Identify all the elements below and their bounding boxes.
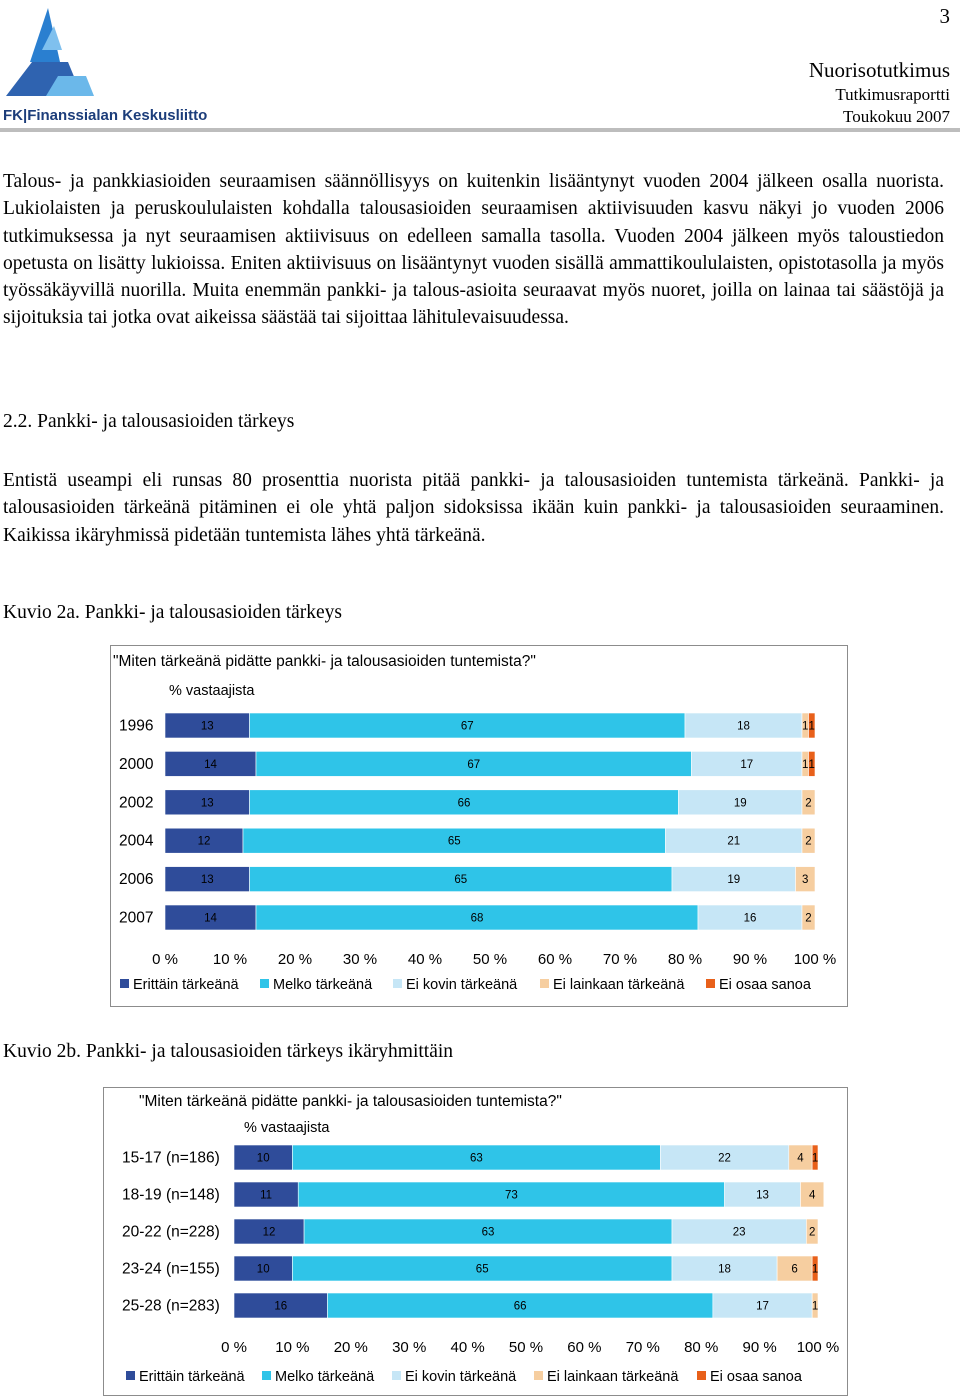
data-label: 66 <box>457 797 471 810</box>
data-label: 66 <box>513 1300 527 1313</box>
data-label: 65 <box>447 835 461 848</box>
data-label: 1 <box>808 720 815 733</box>
legend-swatch <box>126 1371 135 1380</box>
x-tick-label: 90 % <box>742 1339 777 1356</box>
header-rule <box>0 128 960 132</box>
data-label: 1 <box>802 758 809 771</box>
x-tick-label: 70 % <box>602 951 638 968</box>
category-label: 2006 <box>119 871 154 889</box>
data-label: 13 <box>200 797 214 810</box>
data-label: 4 <box>797 1152 804 1165</box>
data-label: 63 <box>481 1226 495 1239</box>
x-tick-label: 40 % <box>450 1339 485 1356</box>
paragraph-tarkeys: Entistä useampi eli runsas 80 prosenttia nuorista pitää pankki- ja talousasioiden tuntemista tärkeänä. Pankki- ja talousasioiden tärkeänä pitäminen ei ole yhtä paljon sidoksissa ikään kuin pankki- ja talousasioiden seuraaminen. Kaikissa ikäryhmissä pidetään tuntemista lähes yhtä tärkeänä. <box>3 470 944 546</box>
data-label: 1 <box>808 758 815 771</box>
data-label: 23 <box>732 1226 746 1239</box>
x-tick-label: 70 % <box>625 1339 660 1356</box>
legend-label: Ei kovin tärkeänä <box>406 977 518 993</box>
data-label: 65 <box>454 874 468 887</box>
data-label: 1 <box>811 1263 819 1276</box>
legend-swatch <box>392 1371 401 1380</box>
data-label: 13 <box>200 720 214 733</box>
data-label: 13 <box>756 1189 769 1202</box>
data-label: 67 <box>467 758 481 771</box>
category-label: 2004 <box>119 832 154 850</box>
x-tick-label: 10 % <box>275 1339 310 1356</box>
data-label: 4 <box>808 1189 816 1202</box>
x-tick-label: 50 % <box>472 951 508 968</box>
data-label: 2 <box>805 797 812 810</box>
legend-swatch <box>260 979 269 988</box>
report-type: Tutkimusraportti <box>835 85 950 104</box>
legend-label: Erittäin tärkeänä <box>139 1369 245 1385</box>
chart1-title: "Miten tärkeänä pidätte pankki- ja talousasioiden tuntemista?" <box>113 653 536 670</box>
x-tick-label: 0 % <box>221 1339 247 1356</box>
legend-label: Ei lainkaan tärkeänä <box>547 1369 679 1385</box>
legend-swatch <box>697 1371 706 1380</box>
data-label: 14 <box>204 912 217 925</box>
report-title: Nuorisotutkimus <box>808 58 950 82</box>
x-tick-label: 100 % <box>793 951 837 968</box>
x-tick-label: 80 % <box>684 1339 719 1356</box>
data-label: 17 <box>740 758 754 771</box>
x-tick-label: 60 % <box>537 951 573 968</box>
legend-swatch <box>540 979 549 988</box>
data-label: 1 <box>811 1152 819 1165</box>
x-tick-label: 20 % <box>333 1339 368 1356</box>
category-label: 20-22 (n=228) <box>122 1223 220 1241</box>
data-label: 13 <box>200 874 214 887</box>
data-label: 10 <box>256 1263 270 1276</box>
data-label: 68 <box>470 912 484 925</box>
category-label: 2007 <box>119 909 154 927</box>
data-label: 18 <box>737 720 750 733</box>
data-label: 2 <box>805 912 812 925</box>
chart-tarkeys-vuosittain <box>110 645 848 1007</box>
data-label: 12 <box>262 1226 276 1239</box>
data-label: 22 <box>718 1152 731 1165</box>
data-label: 63 <box>469 1152 483 1165</box>
page-number: 3 <box>939 4 950 28</box>
chart-tarkeys-ikaryhmittain <box>103 1087 848 1396</box>
section-heading: 2.2. Pankki- ja talousasioiden tärkeys <box>3 411 295 432</box>
legend-swatch <box>120 979 129 988</box>
data-label: 16 <box>743 912 757 925</box>
data-label: 73 <box>505 1189 518 1202</box>
svg-text:FK|Finanssialan Keskusliitto: FK|Finanssialan Keskusliitto <box>3 107 208 124</box>
category-label: 1996 <box>119 717 154 735</box>
legend-swatch <box>393 979 402 988</box>
legend-label: Ei osaa sanoa <box>719 977 811 993</box>
legend-label: Melko tärkeänä <box>273 977 373 993</box>
category-label: 2000 <box>119 755 154 773</box>
x-tick-label: 30 % <box>392 1339 427 1356</box>
data-label: 19 <box>727 874 741 887</box>
data-label: 2 <box>805 835 812 848</box>
category-label: 15-17 (n=186) <box>122 1149 220 1167</box>
data-label: 16 <box>274 1300 288 1313</box>
x-tick-label: 80 % <box>667 951 703 968</box>
chart2-subtitle: % vastaajista <box>244 1120 330 1136</box>
data-label: 2 <box>808 1226 816 1239</box>
data-label: 6 <box>791 1263 798 1276</box>
data-label: 1 <box>811 1300 819 1313</box>
data-label: 19 <box>733 797 747 810</box>
report-date: Toukokuu 2007 <box>843 107 950 126</box>
data-label: 3 <box>802 874 809 887</box>
x-tick-label: 50 % <box>508 1339 544 1356</box>
legend-label: Erittäin tärkeänä <box>133 977 239 993</box>
paragraph-seuraaminen: Talous- ja pankkiasioiden seuraamisen säännöllisyys on kuitenkin lisääntynyt vuoden 2004 jälkeen osalla nuorista. Lukiolaisten ja peruskoululaisten kohdalla talousasioiden seuraamisen aktiivisuuden kasvu näkyi jo vuoden 2006 tutkimuksessa ja nyt seuraamisen aktiivisuus on edelleen samalla tasolla. Vuoden 2004 jälkeen myös taloustiedon opetusta on lisätty lukioissa. Eniten aktiivisuus on lisääntynyt vuoden sisällä ammattikoululaisten, opistotasolla ja myös työssäkäyvillä nuorilla. Muita enemmän pankki- ja talous-asioita seuraavat myös nuoret, joilla on lainaa tai säästöjä ja sijoituksia tai jotka ovat aikeissa säästää tai sijoittaa lähitulevaisuudessa. <box>3 171 944 329</box>
data-label: 10 <box>256 1152 270 1165</box>
x-tick-label: 60 % <box>567 1339 602 1356</box>
data-label: 65 <box>475 1263 489 1276</box>
data-label: 67 <box>460 720 474 733</box>
chart2-title: "Miten tärkeänä pidätte pankki- ja talousasioiden tuntemista?" <box>139 1093 562 1110</box>
data-label: 18 <box>718 1263 731 1276</box>
x-tick-label: 40 % <box>407 951 443 968</box>
fk-logo <box>2 4 208 124</box>
data-label: 21 <box>727 835 741 848</box>
data-label: 11 <box>260 1189 273 1202</box>
category-label: 18-19 (n=148) <box>122 1186 220 1204</box>
x-tick-label: 90 % <box>732 951 768 968</box>
category-label: 25-28 (n=283) <box>122 1297 220 1315</box>
legend-label: Ei osaa sanoa <box>710 1369 802 1385</box>
figure-2b-caption: Kuvio 2b. Pankki- ja talousasioiden tärkeys ikäryhmittäin <box>3 1041 454 1062</box>
x-tick-label: 10 % <box>212 951 248 968</box>
figure-2a-caption: Kuvio 2a. Pankki- ja talousasioiden tärkeys <box>3 602 343 623</box>
data-label: 14 <box>204 758 217 771</box>
data-label: 1 <box>802 720 809 733</box>
x-tick-label: 20 % <box>277 951 313 968</box>
legend-label: Ei lainkaan tärkeänä <box>553 977 685 993</box>
x-tick-label: 0 % <box>152 951 178 968</box>
x-tick-label: 100 % <box>796 1339 840 1356</box>
legend-swatch <box>706 979 715 988</box>
legend-label: Ei kovin tärkeänä <box>405 1369 517 1385</box>
category-label: 2002 <box>119 794 154 812</box>
legend-swatch <box>534 1371 543 1380</box>
category-label: 23-24 (n=155) <box>122 1260 220 1278</box>
data-label: 12 <box>197 835 211 848</box>
legend-swatch <box>262 1371 271 1380</box>
legend-label: Melko tärkeänä <box>275 1369 375 1385</box>
data-label: 17 <box>756 1300 769 1313</box>
chart1-subtitle: % vastaajista <box>169 683 255 699</box>
x-tick-label: 30 % <box>342 951 378 968</box>
